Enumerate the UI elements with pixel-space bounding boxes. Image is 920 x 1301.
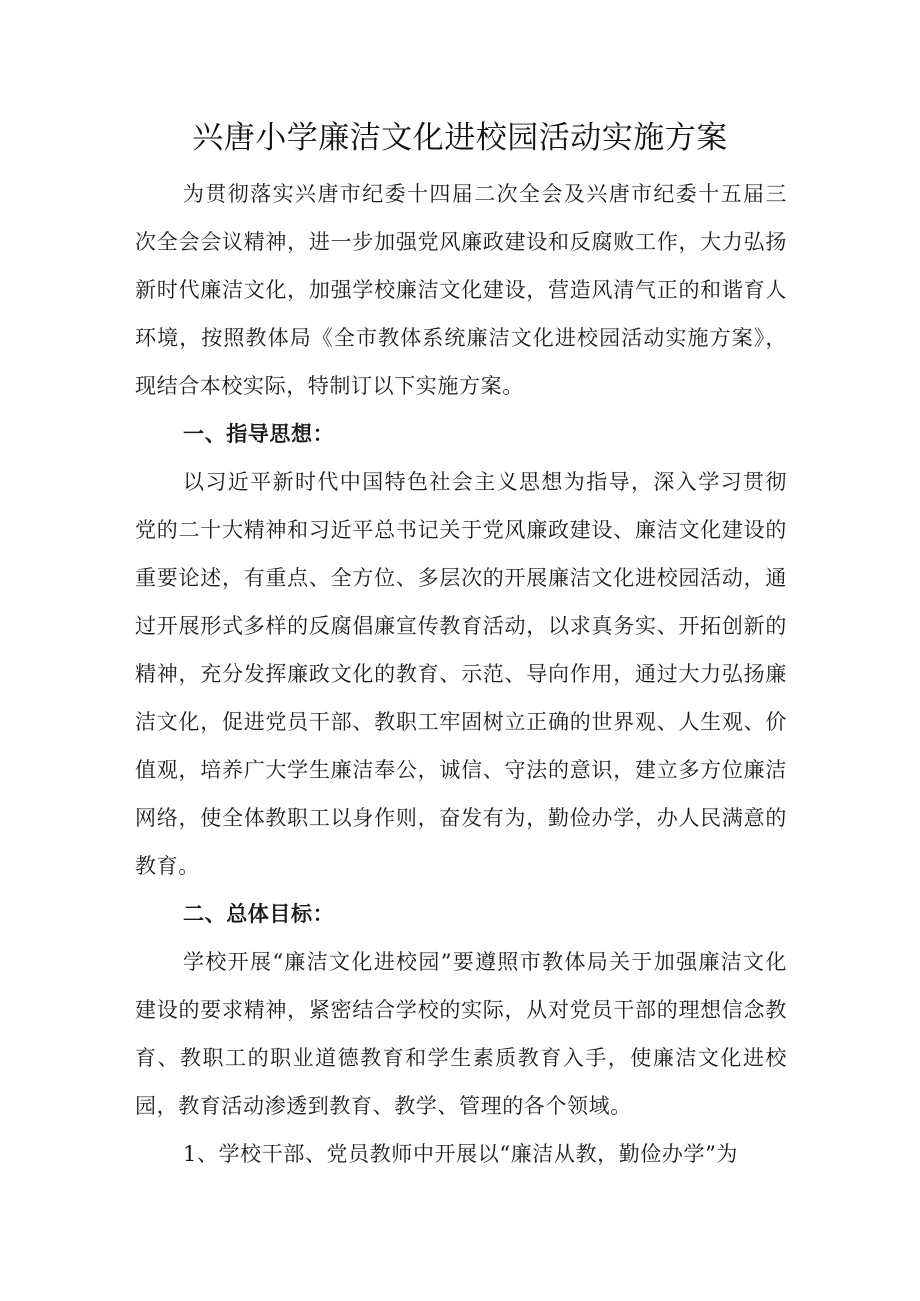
overall-goal-paragraph: 学校开展“廉洁文化进校园”要遵照市教体局关于加强廉洁文化建设的要求精神，紧密结合学校的实际，从对党员干部的理想信念教育、教职工的职业道德教育和学生素质教育入手，使廉洁文化进校园，教育活动渗透到教育、教学、管理的各个领域。 xyxy=(135,950,787,1118)
intro-paragraph: 为贯彻落实兴唐市纪委十四届二次全会及兴唐市纪委十五届三次全会会议精神，进一步加强党风廉政建设和反腐败工作，大力弘扬新时代廉洁文化，加强学校廉洁文化建设，营造风清气正的和谐育人环境，按照教体局《全市教体系统廉洁文化进校园活动实施方案》，现结合本校实际，特制订以下实施方案。 xyxy=(135,182,787,398)
document-body xyxy=(135,170,787,1178)
section-heading-guiding-ideology: 一、指导思想： xyxy=(183,422,335,446)
document-title: 兴唐小学廉洁文化进校园活动实施方案 xyxy=(192,120,728,156)
guiding-ideology-paragraph: 以习近平新时代中国特色社会主义思想为指导，深入学习贯彻党的二十大精神和习近平总书记关于党风廉政建设、廉洁文化建设的重要论述，有重点、全方位、多层次的开展廉洁文化进校园活动，通过开展形式多样的反腐倡廉宣传教育活动，以求真务实、开拓创新的精神，充分发挥廉政文化的教育、示范、导向作用，通过大力弘扬廉洁文化，促进党员干部、教职工牢固树立正确的世界观、人生观、价值观，培养广大学生廉洁奉公，诚信、守法的意识，建立多方位廉洁网络，使全体教职工以身作则，奋发有为，勤俭办学，办人民满意的教育。 xyxy=(135,470,787,878)
section-heading-overall-goal: 二、总体目标： xyxy=(183,902,335,926)
list-item-1: 1、学校干部、党员教师中开展以“廉洁从教，勤俭办学”为 xyxy=(183,1142,739,1166)
